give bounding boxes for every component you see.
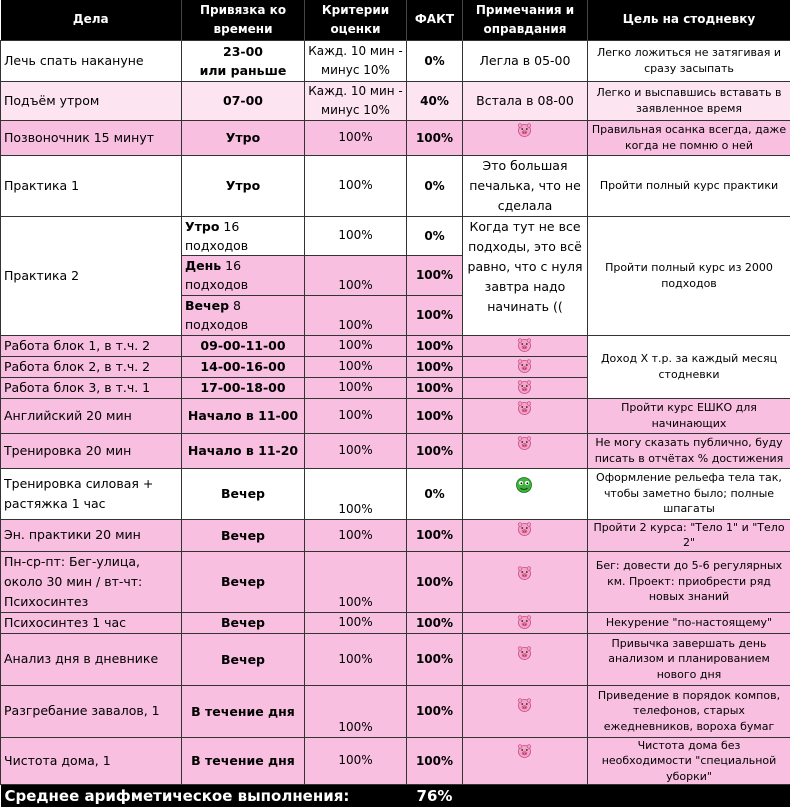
criteria-cell: 100% <box>305 255 407 295</box>
time-cell: Вечер <box>182 612 305 633</box>
task-cell: Работа блок 2, в т.ч. 2 <box>1 356 182 377</box>
criteria-cell: 100% <box>305 216 407 255</box>
note-cell <box>463 737 588 785</box>
fact-cell: 100% <box>407 633 463 685</box>
criteria-cell: Кажд. 10 мин - минус 10% <box>305 40 407 81</box>
time-cell: Вечер <box>182 468 305 519</box>
criteria-cell: 100% <box>305 433 407 468</box>
pig-emoticon-icon <box>517 522 532 536</box>
goal-cell: Пройти 2 курса: "Тело 1" и "Тело 2" <box>588 519 790 551</box>
task-cell: Работа блок 1, в т.ч. 2 <box>1 335 182 356</box>
time-label: День <box>185 258 221 273</box>
criteria-cell: 100% <box>305 551 407 612</box>
task-cell: Практика 1 <box>1 155 182 216</box>
time-cell: Вечер <box>182 633 305 685</box>
time-cell: Утро <box>182 155 305 216</box>
time-cell: В течение дня <box>182 685 305 737</box>
header-fact: ФАКТ <box>407 0 463 40</box>
fact-cell: 100% <box>407 255 463 295</box>
table-row <box>1 120 790 155</box>
time-label: Утро <box>185 219 219 234</box>
pig-emoticon-icon <box>517 436 532 450</box>
footer-row <box>1 785 790 807</box>
criteria-cell: 100% <box>305 155 407 216</box>
footer-spacer <box>463 785 790 807</box>
task-cell: Работа блок 3, в т.ч. 1 <box>1 377 182 398</box>
criteria-cell: 100% <box>305 468 407 519</box>
criteria-cell: 100% <box>305 737 407 785</box>
table-row <box>1 737 790 785</box>
criteria-cell: 100% <box>305 519 407 551</box>
note-cell <box>463 612 588 633</box>
note-cell <box>463 335 588 356</box>
criteria-cell: 100% <box>305 120 407 155</box>
average-value: 76% <box>407 785 463 807</box>
pig-emoticon-icon <box>517 401 532 415</box>
header-notes: Примечания и оправдания <box>463 0 588 40</box>
goal-cell: Оформление рельефа тела так, чтобы заметно было; полные шпагаты <box>588 468 790 519</box>
goal-cell: Правильная осанка всегда, даже когда не помню о ней <box>588 120 790 155</box>
note-cell: Когда тут не все подходы, это всё равно, что с нуля завтра надо начинать (( <box>463 216 588 335</box>
time-label: Вечер <box>185 298 229 313</box>
table-row <box>1 40 790 81</box>
note-cell <box>463 398 588 433</box>
task-cell: Тренировка 20 мин <box>1 433 182 468</box>
criteria-cell: 100% <box>305 612 407 633</box>
fact-cell: 100% <box>407 433 463 468</box>
note-cell <box>463 551 588 612</box>
time-cell <box>182 255 305 295</box>
green-smiley-icon <box>515 476 533 494</box>
time-cell: Начало в 11-20 <box>182 433 305 468</box>
fact-cell: 0% <box>407 40 463 81</box>
criteria-cell: 100% <box>305 685 407 737</box>
fact-cell: 100% <box>407 356 463 377</box>
header-task: Дела <box>1 0 182 40</box>
goal-cell: Привычка завершать день анализом и планированием нового дня <box>588 633 790 685</box>
goal-cell: Легко и выспавшись вставать в заявленное время <box>588 81 790 120</box>
header-criteria: Критерии оценки <box>305 0 407 40</box>
table-row <box>1 551 790 612</box>
pig-emoticon-icon <box>517 338 532 352</box>
header-goal: Цель на стодневку <box>588 0 790 40</box>
table-row <box>1 398 790 433</box>
pig-emoticon-icon <box>517 359 532 373</box>
pig-emoticon-icon <box>517 744 532 758</box>
time-cell: 23-00 или раньше <box>182 40 305 81</box>
note-cell <box>463 633 588 685</box>
header-time: Привязка ко времени <box>182 0 305 40</box>
criteria-cell: 100% <box>305 633 407 685</box>
time-cell: 07-00 <box>182 81 305 120</box>
criteria-cell: 100% <box>305 377 407 398</box>
note-cell <box>463 433 588 468</box>
fact-cell: 0% <box>407 216 463 255</box>
task-cell: Психосинтез 1 час <box>1 612 182 633</box>
table-row <box>1 468 790 519</box>
goal-cell: Некурение "по-настоящему" <box>588 612 790 633</box>
fact-cell: 100% <box>407 737 463 785</box>
fact-cell: 100% <box>407 120 463 155</box>
time-cell <box>182 216 305 255</box>
fact-cell: 100% <box>407 295 463 335</box>
time-detail: 16 подходов <box>185 258 248 292</box>
goal-cell: Пройти курс ЕШКО для начинающих <box>588 398 790 433</box>
time-cell: Вечер <box>182 519 305 551</box>
pig-emoticon-icon <box>517 566 532 580</box>
pig-emoticon-icon <box>517 123 532 137</box>
task-cell: Разгребание завалов, 1 <box>1 685 182 737</box>
fact-cell: 100% <box>407 335 463 356</box>
criteria-cell: 100% <box>305 295 407 335</box>
goal-cell: Легко ложиться не затягивая и сразу засыпать <box>588 40 790 81</box>
task-cell: Лечь спать накануне <box>1 40 182 81</box>
table-row <box>1 81 790 120</box>
note-cell: Встала в 08-00 <box>463 81 588 120</box>
table-row <box>1 685 790 737</box>
time-cell: 17-00-18-00 <box>182 377 305 398</box>
pig-emoticon-icon <box>517 698 532 712</box>
goal-cell: Пройти полный курс из 2000 подходов <box>588 216 790 335</box>
table-row <box>1 612 790 633</box>
table-row <box>1 155 790 216</box>
pig-emoticon-icon <box>517 380 532 394</box>
time-cell <box>182 295 305 335</box>
goal-cell: Бег: довести до 5-6 регулярных км. Проект: приобрести ряд новых знаний <box>588 551 790 612</box>
task-cell: Подъём утром <box>1 81 182 120</box>
goal-cell: Пройти полный курс практики <box>588 155 790 216</box>
time-cell: Вечер <box>182 551 305 612</box>
task-cell: Анализ дня в дневнике <box>1 633 182 685</box>
header-row <box>1 0 790 40</box>
task-cell: Пн-ср-пт: Бег-улица, около 30 мин / вт-чт: Психосинтез <box>1 551 182 612</box>
fact-cell: 0% <box>407 468 463 519</box>
time-cell: 09-00-11-00 <box>182 335 305 356</box>
pig-emoticon-icon <box>517 646 532 660</box>
table-row <box>1 433 790 468</box>
table-row <box>1 519 790 551</box>
fact-cell: 100% <box>407 377 463 398</box>
goal-cell: Приведение в порядок компов, телефонов, старых ежедневников, вороха бумаг <box>588 685 790 737</box>
criteria-cell: 100% <box>305 335 407 356</box>
task-cell: Тренировка силовая + растяжка 1 час <box>1 468 182 519</box>
task-cell: Английский 20 мин <box>1 398 182 433</box>
goal-cell: Не могу сказать публично, буду писать в отчётах % достижения <box>588 433 790 468</box>
goal-cell: Доход Х т.р. за каждый месяц стодневки <box>588 335 790 398</box>
time-detail: 8 подходов <box>185 298 248 332</box>
average-label: Среднее арифметическое выполнения: <box>1 785 407 807</box>
note-cell <box>463 356 588 377</box>
criteria-cell: 100% <box>305 398 407 433</box>
time-detail: 16 подходов <box>185 219 248 253</box>
fact-cell: 100% <box>407 519 463 551</box>
note-cell <box>463 120 588 155</box>
task-cell: Практика 2 <box>1 216 182 335</box>
fact-cell: 100% <box>407 551 463 612</box>
time-cell: В течение дня <box>182 737 305 785</box>
fact-cell: 100% <box>407 685 463 737</box>
time-cell: Утро <box>182 120 305 155</box>
note-cell <box>463 519 588 551</box>
pig-emoticon-icon <box>517 615 532 629</box>
table-row <box>1 335 790 356</box>
task-cell: Эн. практики 20 мин <box>1 519 182 551</box>
note-cell <box>463 685 588 737</box>
fact-cell: 0% <box>407 155 463 216</box>
task-cell: Позвоночник 15 минут <box>1 120 182 155</box>
task-cell: Чистота дома, 1 <box>1 737 182 785</box>
note-cell <box>463 468 588 519</box>
time-cell: 14-00-16-00 <box>182 356 305 377</box>
fact-cell: 100% <box>407 612 463 633</box>
note-cell: Легла в 05-00 <box>463 40 588 81</box>
goal-cell: Чистота дома без необходимости "специальной уборки" <box>588 737 790 785</box>
table-row <box>1 216 790 255</box>
time-cell: Начало в 11-00 <box>182 398 305 433</box>
criteria-cell: 100% <box>305 356 407 377</box>
table-row <box>1 633 790 685</box>
fact-cell: 40% <box>407 81 463 120</box>
criteria-cell: Кажд. 10 мин - минус 10% <box>305 81 407 120</box>
fact-cell: 100% <box>407 398 463 433</box>
note-cell: Это большая печалька, что не сделала <box>463 155 588 216</box>
note-cell <box>463 377 588 398</box>
